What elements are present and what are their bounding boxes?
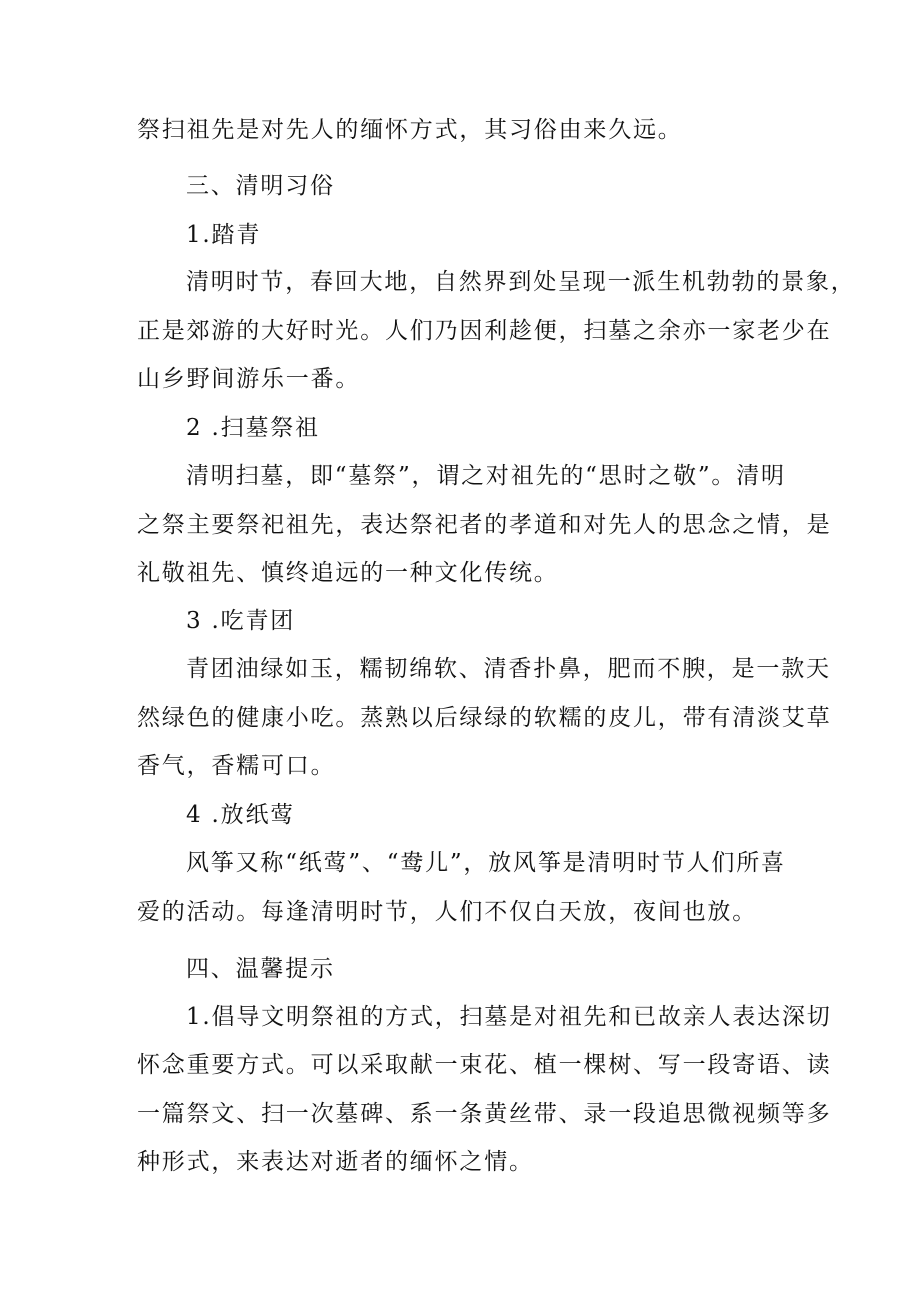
paragraph-line: 青团油绿如玉，糯韧绵软、清香扑鼻，肥而不腴，是一款天 (186, 656, 831, 682)
paragraph-line: 风筝又称“纸莺”、“鸯儿”，放风筝是清明时节人们所喜 (186, 850, 786, 876)
paragraph-line: 一篇祭文、扫一次墓碑、系一条黄丝带、录一段追思微视频等多 (137, 1101, 832, 1127)
section-heading-tips: 四、温馨提示 (186, 956, 335, 982)
paragraph-line: 礼敬祖先、慎终追远的一种文化传统。 (137, 560, 559, 586)
subheading-qingtuan: 3 .吃青团 (186, 608, 296, 634)
paragraph-line: 清明扫墓，即“墓祭”，谓之对祖先的“思时之敬”。清明 (186, 463, 786, 489)
paragraph-line: 正是郊游的大好时光。人们乃因利趁便，扫墓之余亦一家老少在 (137, 318, 832, 344)
paragraph-line: 然绿色的健康小吃。蒸熟以后绿绿的软糯的皮儿，带有清淡艾草 (137, 705, 832, 731)
paragraph-line: 1.倡导文明祭祖的方式，扫墓是对祖先和已故亲人表达深切 (186, 1004, 832, 1030)
subheading-kite: 4 .放纸莺 (186, 802, 296, 828)
paragraph-line: 山乡野间游乐一番。 (137, 366, 361, 392)
paragraph-line: 清明时节，春回大地，自然界到处呈现一派生机勃勃的景象， (186, 269, 856, 295)
section-heading-customs: 三、清明习俗 (186, 173, 335, 199)
subheading-outing: 1.踏青 (186, 222, 262, 248)
paragraph-line: 怀念重要方式。可以采取献一束花、植一棵树、写一段寄语、读 (137, 1052, 832, 1078)
paragraph-line: 爱的活动。每逢清明时节，人们不仅白天放，夜间也放。 (137, 899, 757, 925)
paragraph-line: 香气，香糯可口。 (137, 753, 336, 779)
paragraph-tail-line: 祭扫祖先是对先人的缅怀方式，其习俗由来久远。 (137, 117, 683, 143)
paragraph-line: 之祭主要祭祀祖先，表达祭祀者的孝道和对先人的思念之情，是 (137, 512, 832, 538)
paragraph-line: 种形式，来表达对逝者的缅怀之情。 (137, 1149, 534, 1175)
subheading-tomb-sweeping: 2 .扫墓祭祖 (186, 415, 320, 441)
